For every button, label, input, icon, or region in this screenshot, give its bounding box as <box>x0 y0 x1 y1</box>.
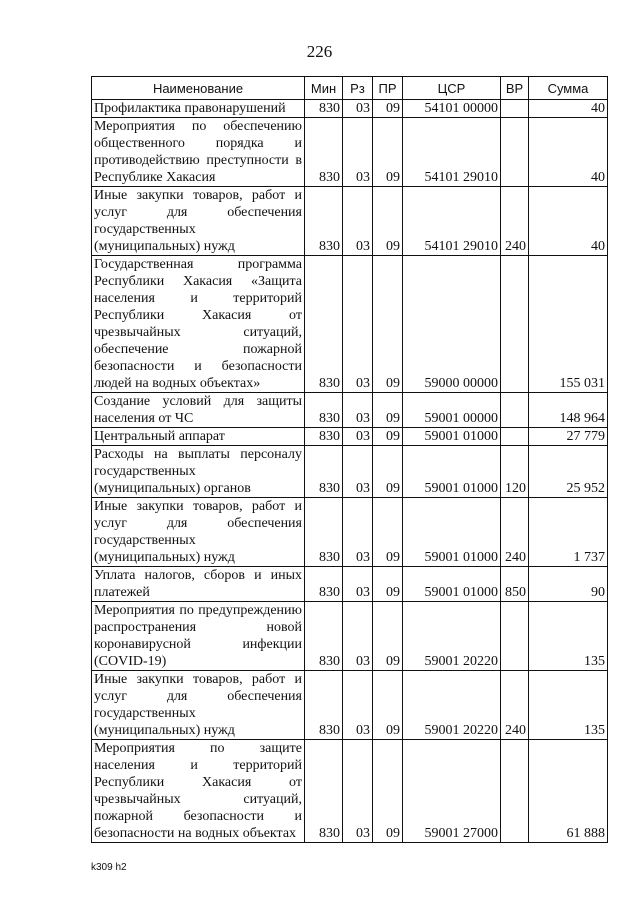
cell-rz: 03 <box>343 567 373 602</box>
cell-pr: 09 <box>373 118 403 187</box>
cell-vr: 240 <box>501 187 529 256</box>
cell-rz: 03 <box>343 393 373 428</box>
table-row <box>92 602 608 671</box>
cell-min: 830 <box>305 740 343 843</box>
header-sum: Сумма <box>529 77 608 100</box>
header-name: Наименование <box>92 77 305 100</box>
cell-sum: 135 <box>529 602 608 671</box>
cell-min: 830 <box>305 602 343 671</box>
cell-name: Иные закупки товаров, работ и услуг для обеспечения государственных (муниципальных) нужд <box>92 498 305 567</box>
cell-vr: 240 <box>501 498 529 567</box>
cell-rz: 03 <box>343 428 373 446</box>
cell-pr: 09 <box>373 428 403 446</box>
header-min: Мин <box>305 77 343 100</box>
cell-csr: 59001 01000 <box>403 446 501 498</box>
table-row <box>92 428 608 446</box>
cell-pr: 09 <box>373 602 403 671</box>
cell-pr: 09 <box>373 256 403 393</box>
cell-name: Мероприятия по предупреждению распространения новой коронавирусной инфекции (COVID-19) <box>92 602 305 671</box>
cell-csr: 54101 29010 <box>403 118 501 187</box>
cell-csr: 59000 00000 <box>403 256 501 393</box>
cell-sum: 61 888 <box>529 740 608 843</box>
table-header-row <box>92 77 608 100</box>
cell-vr <box>501 100 529 118</box>
cell-pr: 09 <box>373 498 403 567</box>
cell-name: Расходы на выплаты персоналу государственных (муниципальных) органов <box>92 446 305 498</box>
table-row <box>92 567 608 602</box>
cell-csr: 59001 01000 <box>403 567 501 602</box>
cell-min: 830 <box>305 100 343 118</box>
cell-sum: 25 952 <box>529 446 608 498</box>
cell-vr: 240 <box>501 671 529 740</box>
cell-sum: 40 <box>529 100 608 118</box>
cell-csr: 59001 01000 <box>403 428 501 446</box>
cell-name: Уплата налогов, сборов и иных платежей <box>92 567 305 602</box>
cell-sum: 27 779 <box>529 428 608 446</box>
table-row <box>92 671 608 740</box>
cell-rz: 03 <box>343 740 373 843</box>
cell-rz: 03 <box>343 498 373 567</box>
cell-min: 830 <box>305 256 343 393</box>
cell-name: Профилактика правонарушений <box>92 100 305 118</box>
table-row <box>92 256 608 393</box>
header-csr: ЦСР <box>403 77 501 100</box>
budget-table <box>91 76 608 843</box>
cell-name: Иные закупки товаров, работ и услуг для обеспечения государственных (муниципальных) нужд <box>92 671 305 740</box>
cell-sum: 155 031 <box>529 256 608 393</box>
table-row <box>92 393 608 428</box>
cell-min: 830 <box>305 118 343 187</box>
cell-name: Мероприятия по защите населения и территорий Республики Хакасия от чрезвычайных ситуаций, пожарной безопасности и безопасности на водных объектах <box>92 740 305 843</box>
cell-name: Иные закупки товаров, работ и услуг для обеспечения государственных (муниципальных) нужд <box>92 187 305 256</box>
table-row <box>92 187 608 256</box>
cell-pr: 09 <box>373 446 403 498</box>
cell-vr: 120 <box>501 446 529 498</box>
cell-name: Государственная программа Республики Хакасия «Защита населения и территорий Республики Хакасия от чрезвычайных ситуаций, обеспечение пожарной безопасности и безопасности людей на водных объектах» <box>92 256 305 393</box>
page-number: 226 <box>306 42 333 61</box>
cell-pr: 09 <box>373 567 403 602</box>
cell-min: 830 <box>305 446 343 498</box>
table-body <box>92 100 608 843</box>
cell-vr: 850 <box>501 567 529 602</box>
cell-vr <box>501 602 529 671</box>
cell-min: 830 <box>305 671 343 740</box>
cell-pr: 09 <box>373 671 403 740</box>
cell-pr: 09 <box>373 740 403 843</box>
footer-code: k309 h2 <box>91 862 127 873</box>
cell-min: 830 <box>305 567 343 602</box>
cell-min: 830 <box>305 498 343 567</box>
cell-vr <box>501 393 529 428</box>
header-rz: Рз <box>343 77 373 100</box>
cell-rz: 03 <box>343 118 373 187</box>
cell-sum: 1 737 <box>529 498 608 567</box>
cell-name: Центральный аппарат <box>92 428 305 446</box>
cell-min: 830 <box>305 428 343 446</box>
cell-min: 830 <box>305 187 343 256</box>
cell-rz: 03 <box>343 256 373 393</box>
cell-csr: 59001 20220 <box>403 602 501 671</box>
table-row <box>92 446 608 498</box>
cell-csr: 59001 20220 <box>403 671 501 740</box>
table-row <box>92 118 608 187</box>
cell-sum: 40 <box>529 118 608 187</box>
table-row <box>92 740 608 843</box>
header-pr: ПР <box>373 77 403 100</box>
cell-rz: 03 <box>343 100 373 118</box>
cell-vr <box>501 118 529 187</box>
cell-sum: 90 <box>529 567 608 602</box>
cell-vr <box>501 428 529 446</box>
table-row <box>92 498 608 567</box>
cell-pr: 09 <box>373 393 403 428</box>
cell-rz: 03 <box>343 671 373 740</box>
cell-csr: 54101 29010 <box>403 187 501 256</box>
cell-vr <box>501 740 529 843</box>
cell-rz: 03 <box>343 187 373 256</box>
cell-sum: 135 <box>529 671 608 740</box>
cell-csr: 59001 27000 <box>403 740 501 843</box>
cell-rz: 03 <box>343 602 373 671</box>
cell-min: 830 <box>305 393 343 428</box>
cell-name: Мероприятия по обеспечению общественного порядка и противодействию преступности в Республике Хакасия <box>92 118 305 187</box>
cell-sum: 148 964 <box>529 393 608 428</box>
cell-pr: 09 <box>373 187 403 256</box>
cell-csr: 59001 00000 <box>403 393 501 428</box>
table-row <box>92 100 608 118</box>
cell-sum: 40 <box>529 187 608 256</box>
cell-name: Создание условий для защиты населения от ЧС <box>92 393 305 428</box>
cell-vr <box>501 256 529 393</box>
cell-rz: 03 <box>343 446 373 498</box>
cell-csr: 59001 01000 <box>403 498 501 567</box>
cell-csr: 54101 00000 <box>403 100 501 118</box>
header-vr: ВР <box>501 77 529 100</box>
cell-pr: 09 <box>373 100 403 118</box>
